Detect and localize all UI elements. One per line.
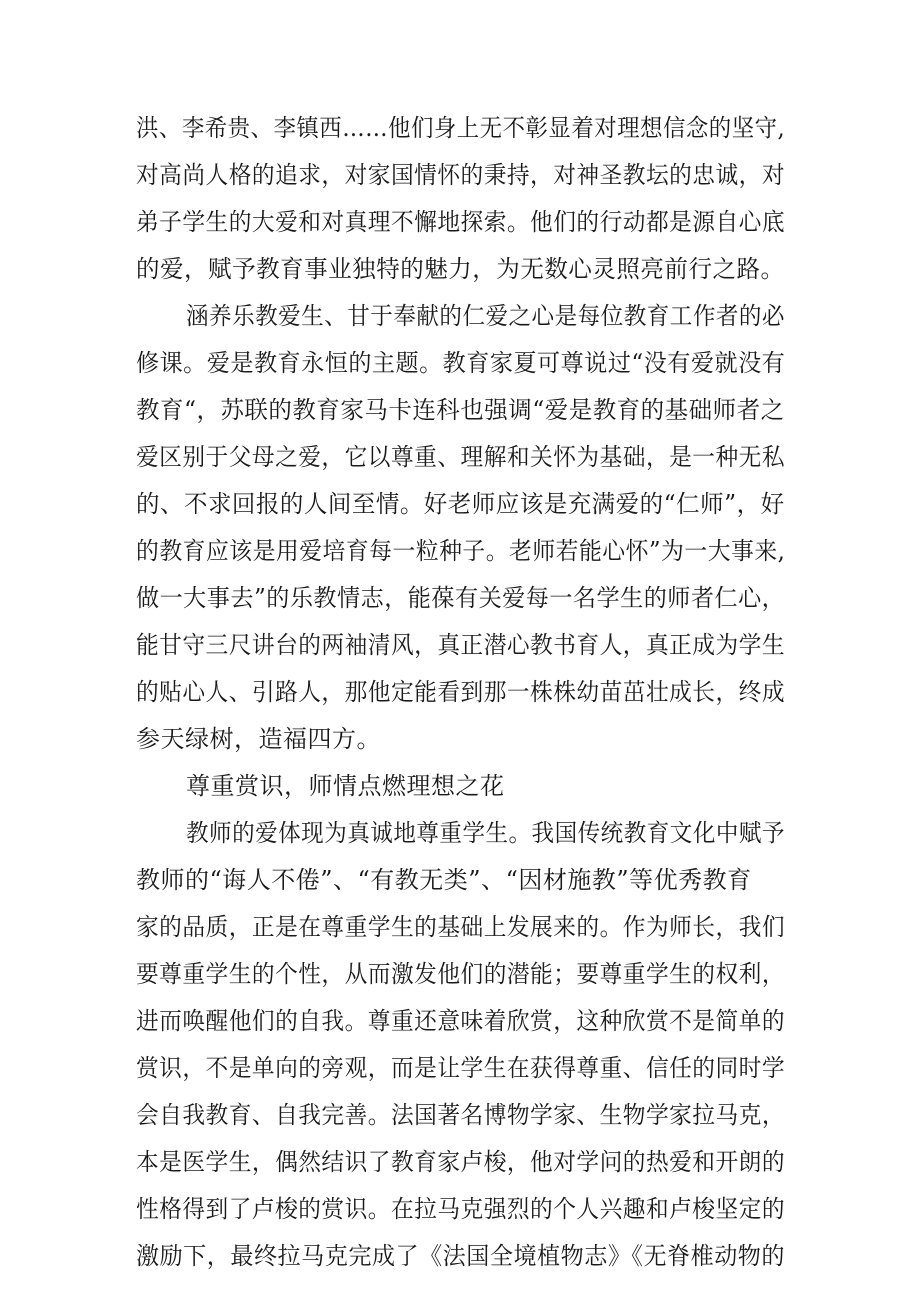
text-line: 家的品质，正是在尊重学生的基础上发展来的。作为师长，我们 — [136, 913, 786, 941]
text-line: 对高尚人格的追求，对家国情怀的秉持，对神圣教坛的忠诚，对 — [136, 161, 786, 189]
text-line: 赏识，不是单向的旁观，而是让学生在获得尊重、信任的同时学 — [136, 1054, 786, 1082]
text-line: 激励下，最终拉马克完成了《法国全境植物志》《无脊椎动物的 — [136, 1242, 785, 1270]
text-line: 的爱，赋予教育事业独特的魅力，为无数心灵照亮前行之路。 — [136, 255, 785, 283]
text-line: 进而唤醒他们的自我。尊重还意味着欣赏，这种欣赏不是简单的 — [136, 1007, 786, 1035]
text-line: 的、不求回报的人间至情。好老师应该是充满爱的“仁师”，好 — [136, 490, 785, 518]
text-line: 修课。爱是教育永恒的主题。教育家夏可尊说过“没有爱就没有 — [136, 349, 786, 377]
text-line: 教育“，苏联的教育家马卡连科也强调“爱是教育的基础师者之 — [136, 396, 785, 424]
text-line: 的贴心人、引路人，那他定能看到那一株株幼苗茁壮成长，终成 — [136, 678, 786, 706]
text-line: 弟子学生的大爱和对真理不懈地探索。他们的行动都是源自心底 — [136, 208, 786, 236]
text-line: 能甘守三尺讲台的两袖清风，真正潜心教书育人，真正成为学生 — [136, 631, 786, 659]
paragraph-first-line: 教师的爱体现为真诚地尊重学生。我国传统教育文化中赋予 — [186, 819, 785, 847]
text-line: 参天绿树，造福四方。 — [136, 725, 381, 753]
text-line: 洪、李希贵、李镇西……他们身上无不彰显着对理想信念的坚守, — [136, 114, 786, 142]
text-line: 性格得到了卢梭的赏识。在拉马克强烈的个人兴趣和卢梭坚定的 — [136, 1195, 786, 1223]
text-line: 教师的“诲人不倦”、“有教无类”、“因材施教”等优秀教育 — [136, 866, 752, 894]
paragraph-first-line: 涵养乐教爱生、甘于奉献的仁爱之心是每位教育工作者的必 — [186, 302, 785, 330]
text-line: 爱区别于父母之爱，它以尊重、理解和关怀为基础，是一种无私 — [136, 443, 786, 471]
text-line: 要尊重学生的个性，从而激发他们的潜能；要尊重学生的权利， — [136, 960, 786, 988]
text-line: 会自我教育、自我完善。法国著名博物学家、生物学家拉马克， — [136, 1101, 786, 1129]
text-line: 做一大事去”的乐教情志，能葆有关爱每一名学生的师者仁心， — [136, 584, 786, 612]
text-line: 的教育应该是用爱培育每一粒种子。老师若能心怀”为一大事来, — [136, 537, 786, 565]
section-heading: 尊重赏识，师情点燃理想之花 — [186, 772, 505, 800]
text-line: 本是医学生，偶然结识了教育家卢梭，他对学问的热爱和开朗的 — [136, 1148, 786, 1176]
